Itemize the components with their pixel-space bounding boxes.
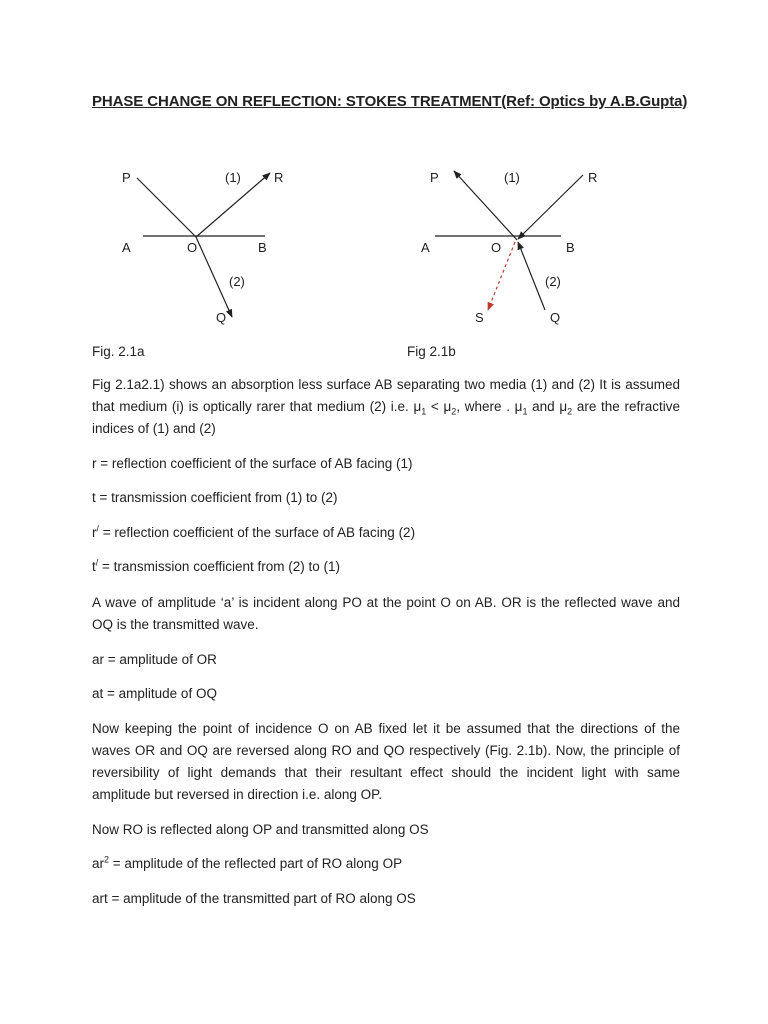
amplitude-reflected-ro bbox=[92, 853, 680, 875]
subscript-2: 2 bbox=[567, 406, 573, 417]
label-r: R bbox=[274, 170, 284, 185]
mu-symbol: μ bbox=[514, 399, 523, 414]
wave-paragraph: A wave of amplitude ‘a’ is incident along PO at the point O on AB. OR is the reflected wave and OQ is the transmitted wave. bbox=[92, 595, 680, 632]
figure-caption-a: Fig. 2.1a bbox=[92, 344, 145, 359]
label-a: A bbox=[122, 240, 131, 255]
label-p: P bbox=[430, 170, 439, 185]
reversibility-paragraph: Now keeping the point of incidence O on AB fixed let it be assumed that the directions of the waves OR and OQ are reversed along RO and QO respectively (Fig. 2.1b). Now, the principle of reversibility of light demands that their resultant effect should the incident light with same amplitude but reversed in direction i.e. along OP. bbox=[92, 721, 680, 802]
symbol-t: t bbox=[92, 559, 96, 574]
symbol-r: r bbox=[92, 525, 97, 540]
definition-text: = amplitude of the reflected part of RO along OP bbox=[109, 856, 403, 871]
label-s: S bbox=[475, 310, 484, 325]
definition-r-prime bbox=[92, 522, 680, 544]
amplitude-transmitted-ro: art = amplitude of the transmitted part of RO along OS bbox=[92, 891, 416, 906]
intro-paragraph bbox=[92, 374, 680, 440]
label-medium-1: (1) bbox=[225, 170, 241, 185]
label-r: R bbox=[588, 170, 598, 185]
less-than: < bbox=[426, 399, 444, 414]
subscript-2: 2 bbox=[451, 406, 457, 417]
intro-text-2: , where . bbox=[456, 399, 515, 414]
subscript-1: 1 bbox=[522, 406, 528, 417]
transmitted-ray-oq bbox=[196, 237, 232, 317]
prime-mark: / bbox=[95, 557, 99, 568]
definition-text: = transmission coefficient from (2) to (1) bbox=[98, 559, 340, 574]
figure-caption-b: Fig 2.1b bbox=[407, 344, 456, 359]
prime-mark: / bbox=[96, 523, 100, 534]
symbol-ar: ar bbox=[92, 856, 105, 871]
definition-r: r = reflection coefficient of the surface of AB facing (1) bbox=[92, 456, 413, 471]
incident-ray-po bbox=[137, 178, 196, 237]
reversed-ray-ro bbox=[518, 175, 583, 239]
label-p: P bbox=[122, 170, 131, 185]
mu-symbol: μ bbox=[413, 399, 422, 414]
label-q: Q bbox=[550, 310, 561, 325]
page-title: PHASE CHANGE ON REFLECTION: STOKES TREATMENT(Ref: Optics by A.B.Gupta) bbox=[92, 93, 688, 110]
figure-2-1a bbox=[110, 160, 310, 335]
label-medium-1: (1) bbox=[504, 170, 520, 185]
label-medium-2: (2) bbox=[545, 274, 561, 289]
ro-statement: Now RO is reflected along OP and transmitted along OS bbox=[92, 822, 429, 837]
definition-t: t = transmission coefficient from (1) to (2) bbox=[92, 490, 338, 505]
label-medium-2: (2) bbox=[229, 274, 245, 289]
label-q: Q bbox=[216, 310, 227, 325]
amplitude-oq: at = amplitude of OQ bbox=[92, 686, 217, 701]
and-word: and bbox=[527, 399, 560, 414]
mu-symbol: μ bbox=[443, 399, 452, 414]
superscript-2: 2 bbox=[104, 854, 110, 865]
label-o: O bbox=[187, 240, 198, 255]
mu-symbol: μ bbox=[559, 399, 568, 414]
definition-t-prime bbox=[92, 556, 680, 578]
definition-text: = reflection coefficient of the surface of AB facing (2) bbox=[99, 525, 416, 540]
label-a: A bbox=[421, 240, 430, 255]
reversed-ray-qo bbox=[518, 242, 545, 310]
intro-text-1: Fig 2.1a2.1) shows an absorption less surface AB separating two media (1) and (2) It is assumed that medium (i) is optically rarer that medium (2) i.e. bbox=[92, 377, 680, 414]
figure-2-1b bbox=[415, 160, 615, 335]
intro-text-3: are the refractive indices of (1) and (2) bbox=[92, 399, 681, 436]
label-o: O bbox=[491, 240, 502, 255]
amplitude-or: ar = amplitude of OR bbox=[92, 652, 217, 667]
subscript-1: 1 bbox=[421, 406, 427, 417]
label-b: B bbox=[258, 240, 267, 255]
label-b: B bbox=[566, 240, 575, 255]
